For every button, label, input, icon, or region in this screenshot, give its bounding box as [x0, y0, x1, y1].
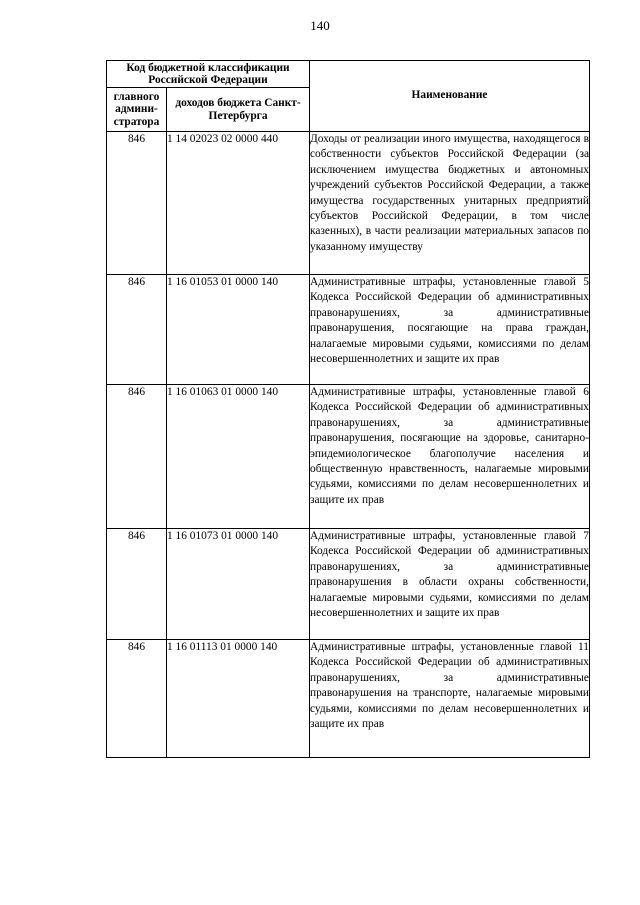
table-row — [107, 385, 590, 529]
header-classification-code: Код бюджетной классификации Российской Федерации — [107, 61, 310, 88]
table-row — [107, 640, 590, 758]
header-chief-administrator: главного админи-стратора — [107, 88, 167, 132]
admin-code-cell: 846 — [107, 385, 167, 529]
header-budget-revenue: доходов бюджета Санкт-Петербурга — [167, 88, 310, 132]
revenue-code-cell: 1 16 01053 01 0000 140 — [167, 275, 310, 385]
admin-code-cell: 846 — [107, 640, 167, 758]
table-row — [107, 529, 590, 640]
name-cell: Административные штрафы, установленные главой 11 Кодекса Российской Федерации об административных правонарушениях, за административные правонарушения на транспорте, налагаемые мировыми судьями, комиссиями по делам несовершеннолетних и защите их прав — [310, 640, 590, 758]
revenue-code-cell: 1 16 01073 01 0000 140 — [167, 529, 310, 640]
admin-code-cell: 846 — [107, 275, 167, 385]
table-row — [107, 275, 590, 385]
table-row — [107, 132, 590, 275]
budget-classification-table — [106, 60, 590, 758]
revenue-code-cell: 1 16 01113 01 0000 140 — [167, 640, 310, 758]
name-cell: Административные штрафы, установленные главой 6 Кодекса Российской Федерации об административных правонарушениях, за административные правонарушения, посягающие на здоровье, санитарно-эпидемиологическое благополучие населения и общественную нравственность, налагаемые мировыми судьями, комиссиями по делам несовершеннолетних и защите их прав — [310, 385, 590, 529]
name-cell: Административные штрафы, установленные главой 5 Кодекса Российской Федерации об административных правонарушениях, за административные правонарушения, посягающие на права граждан, налагаемые мировыми судьями, комиссиями по делам несовершеннолетних и защите их прав — [310, 275, 590, 385]
revenue-code-cell: 1 14 02023 02 0000 440 — [167, 132, 310, 275]
name-cell: Доходы от реализации иного имущества, находящегося в собственности субъектов Российской Федерации (за исключением имущества бюджетных и автономных учреждений субъектов Российской Федерации, а также имущества государственных унитарных предприятий субъектов Российской Федерации, в том числе казенных), в части реализации материальных запасов по указанному имуществу — [310, 132, 590, 275]
admin-code-cell: 846 — [107, 132, 167, 275]
header-name: Наименование — [310, 61, 590, 132]
page-number: 140 — [310, 18, 330, 33]
admin-code-cell: 846 — [107, 529, 167, 640]
revenue-code-cell: 1 16 01063 01 0000 140 — [167, 385, 310, 529]
name-cell: Административные штрафы, установленные главой 7 Кодекса Российской Федерации об административных правонарушениях, за административные правонарушения в области охраны собственности, налагаемые мировыми судьями, комиссиями по делам несовершеннолетних и защите их прав — [310, 529, 590, 640]
